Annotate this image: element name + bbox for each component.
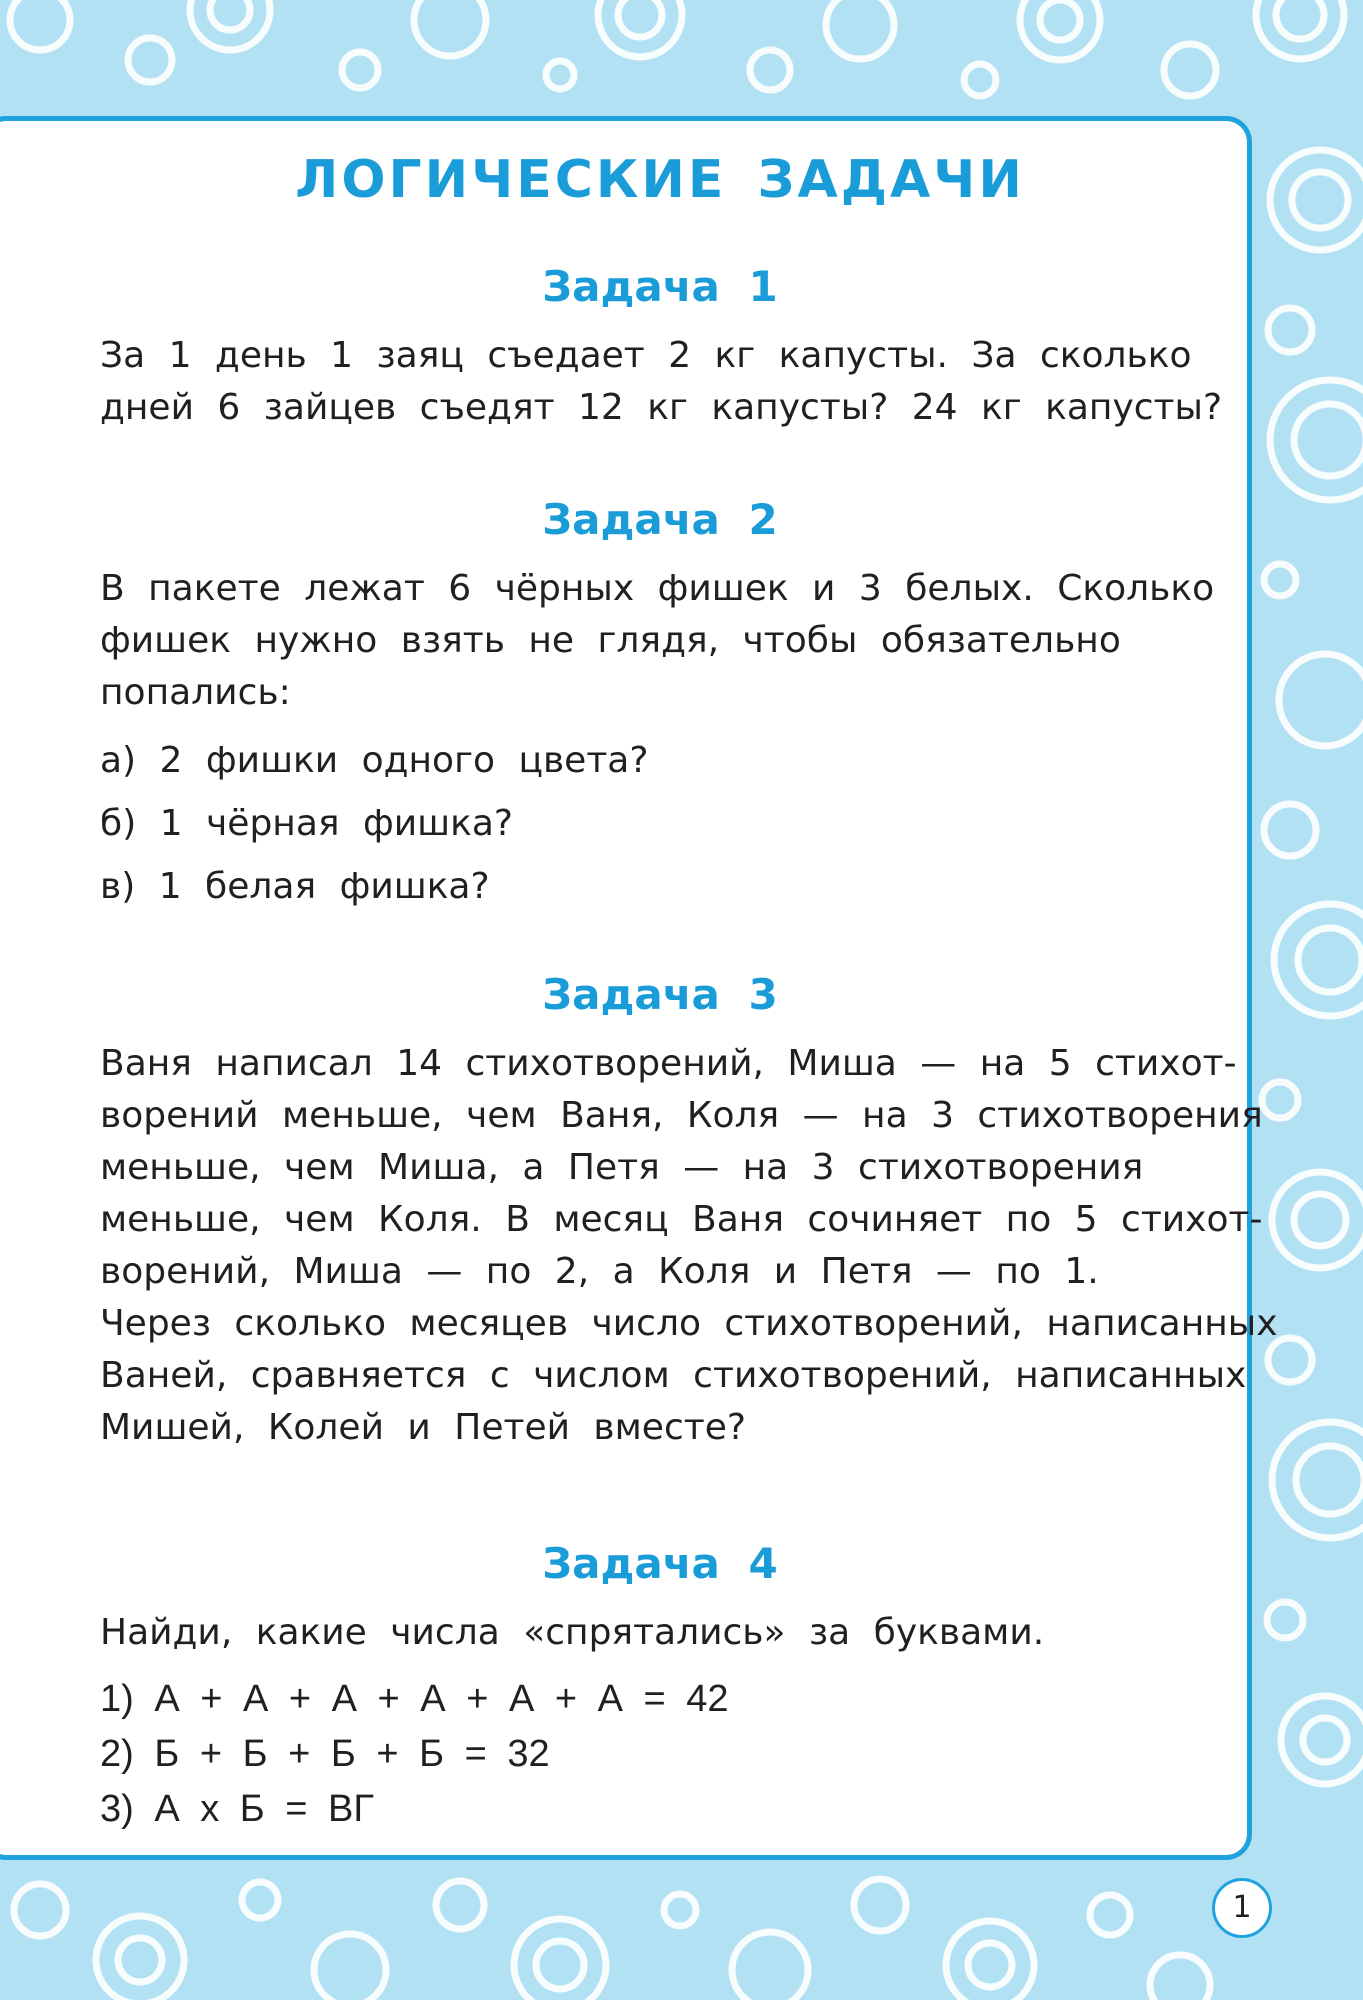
task-4-equation: 3) А х Б = ВГ <box>100 1788 374 1830</box>
task-2-options <box>100 735 1220 913</box>
task-2-line: В пакете лежат 6 чёрных фишек и 3 белых. Сколько <box>100 568 1215 609</box>
task-3-line: Ваня написал 14 стихотворений, Миша — на 5 стихот- <box>100 1043 1237 1084</box>
task-1-line: За 1 день 1 заяц съедает 2 кг капусты. За сколько <box>100 335 1192 376</box>
task-3-line: ворений меньше, чем Ваня, Коля — на 3 стихотворения <box>100 1095 1263 1136</box>
task-4-equation: 2) Б + Б + Б + Б = 32 <box>100 1733 550 1775</box>
task-1-heading: Задача 1 <box>542 262 778 311</box>
task-3-text <box>100 1038 1278 1454</box>
task-2-line: фишек нужно взять не глядя, чтобы обязательно <box>100 620 1121 661</box>
task-2-option: а) 2 фишки одного цвета? <box>100 740 649 781</box>
task-3-heading: Задача 3 <box>542 970 778 1019</box>
task-4-heading: Задача 4 <box>542 1539 778 1588</box>
page-number-badge: 1 <box>1212 1878 1272 1938</box>
task-3-line: ворений, Миша — по 2, а Коля и Петя — по 1. <box>100 1251 1099 1292</box>
task-2-option: в) 1 белая фишка? <box>100 866 490 907</box>
task-3-line: Мишей, Колей и Петей вместе? <box>100 1407 746 1448</box>
task-1-line: дней 6 зайцев съедят 12 кг капусты? 24 кг капусты? <box>100 387 1223 428</box>
task-4-line: Найди, какие числа «спрятались» за буквами. <box>100 1612 1045 1653</box>
task-3-line: меньше, чем Миша, а Петя — на 3 стихотворения <box>100 1147 1144 1188</box>
task-2-heading: Задача 2 <box>542 495 778 544</box>
task-2-line: попались: <box>100 672 291 713</box>
task-3-line: меньше, чем Коля. В месяц Ваня сочиняет по 5 стихот- <box>100 1199 1263 1240</box>
task-1-text <box>100 330 1223 434</box>
task-4-equation: 1) А + А + А + А + А + А = 42 <box>100 1678 729 1720</box>
task-3-line: Ваней, сравняется с числом стихотворений, написанных <box>100 1355 1247 1396</box>
page-title: ЛОГИЧЕСКИЕ ЗАДАЧИ <box>295 150 1025 210</box>
task-3-line: Через сколько месяцев число стихотворений, написанных <box>100 1303 1278 1344</box>
task-2-option: б) 1 чёрная фишка? <box>100 803 514 844</box>
task-2-text <box>100 563 1220 719</box>
task-4-text <box>100 1607 1220 1659</box>
